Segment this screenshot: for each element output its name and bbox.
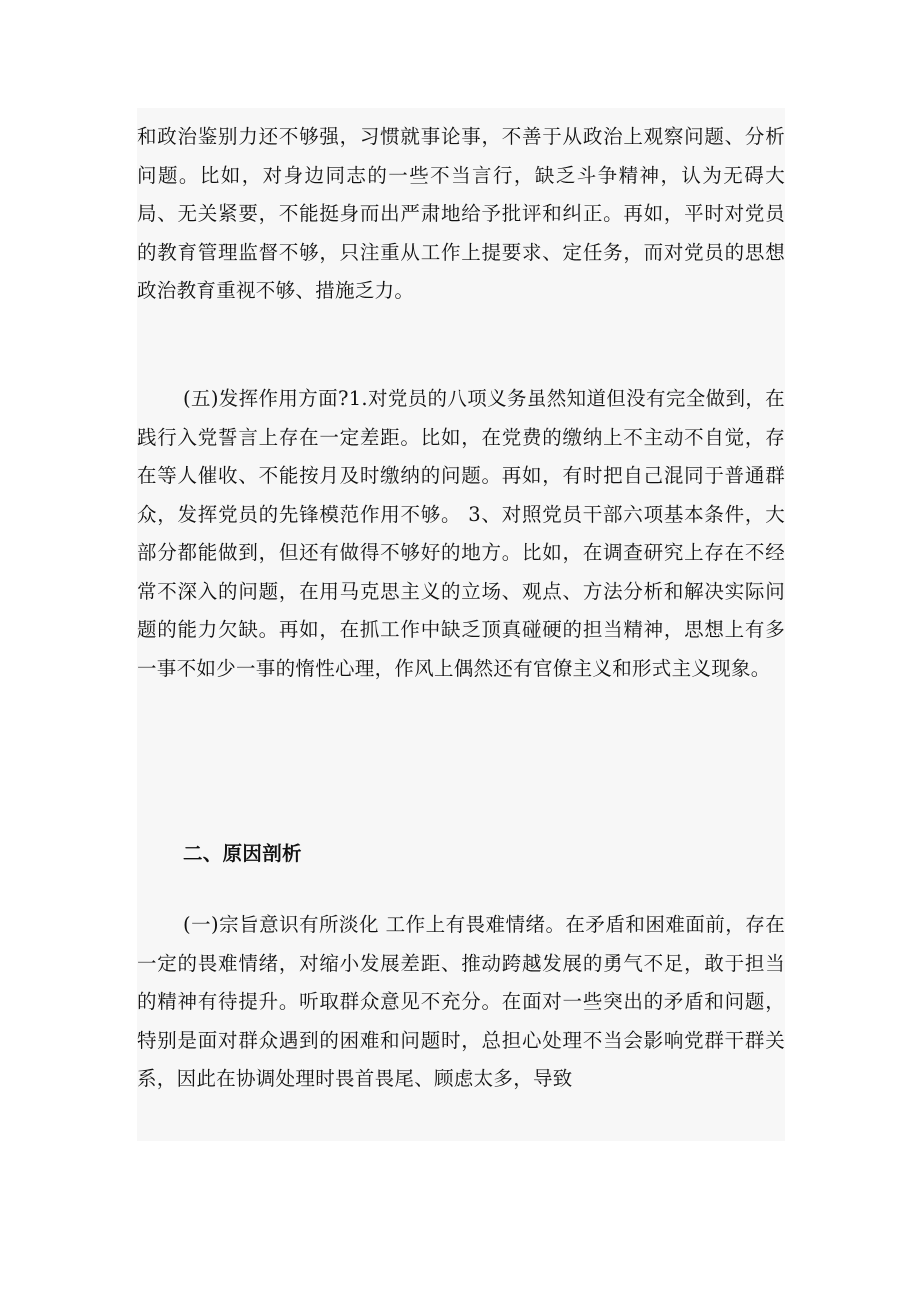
body-paragraph: 和政治鉴别力还不够强，习惯就事论事，不善于从政治上观察问题、分析问题。比如，对身边同志的一些不当言行，缺乏斗争精神，认为无碍大局、无关紧要，不能挺身而出严肃地给予批评和纠正。再如，平时对党员的教育管理监督不够，只注重从工作上提要求、定任务，而对党员的思想政治教育重视不够、措施乏力。 (137, 125, 785, 302)
body-paragraph-section-five: (五)发挥作用方面?1.对党员的八项义务虽然知道但没有完全做到，在践行入党誓言上存在一定差距。比如，在党费的缴纳上不主动不自觉，存在等人催收、不能按月及时缴纳的问题。再如，有时把自己混同于普通群众，发挥党员的先锋模范作用不够。 3、对照党员干部六项基本条件，大部分都能做到，但还有做得不够好的地方。比如，在调查研究上存在不经常不深入的问题，在用马克思主义的立场、观点、方法分析和解决实际问题的能力欠缺。再如，在抓工作中缺乏顶真碰硬的担当精神，思想上有多一事不如少一事的惰性心理，作风上偶然还有官僚主义和形式主义现象。 (137, 387, 785, 680)
section-heading: 二、原因剖析 (183, 842, 302, 865)
document-body (137, 108, 785, 1141)
body-paragraph-cause-one: (一)宗旨意识有所淡化 工作上有畏难情绪。在矛盾和困难面前，存在一定的畏难情绪，对缩小发展差距、推动跨越发展的勇气不足，敢于担当的精神有待提升。听取群众意见不充分。在面对一些突出的矛盾和问题，特别是面对群众遇到的困难和问题时，总担心处理不当会影响党群干群关系，因此在协调处理时畏首畏尾、顾虑太多，导致 (137, 913, 785, 1090)
